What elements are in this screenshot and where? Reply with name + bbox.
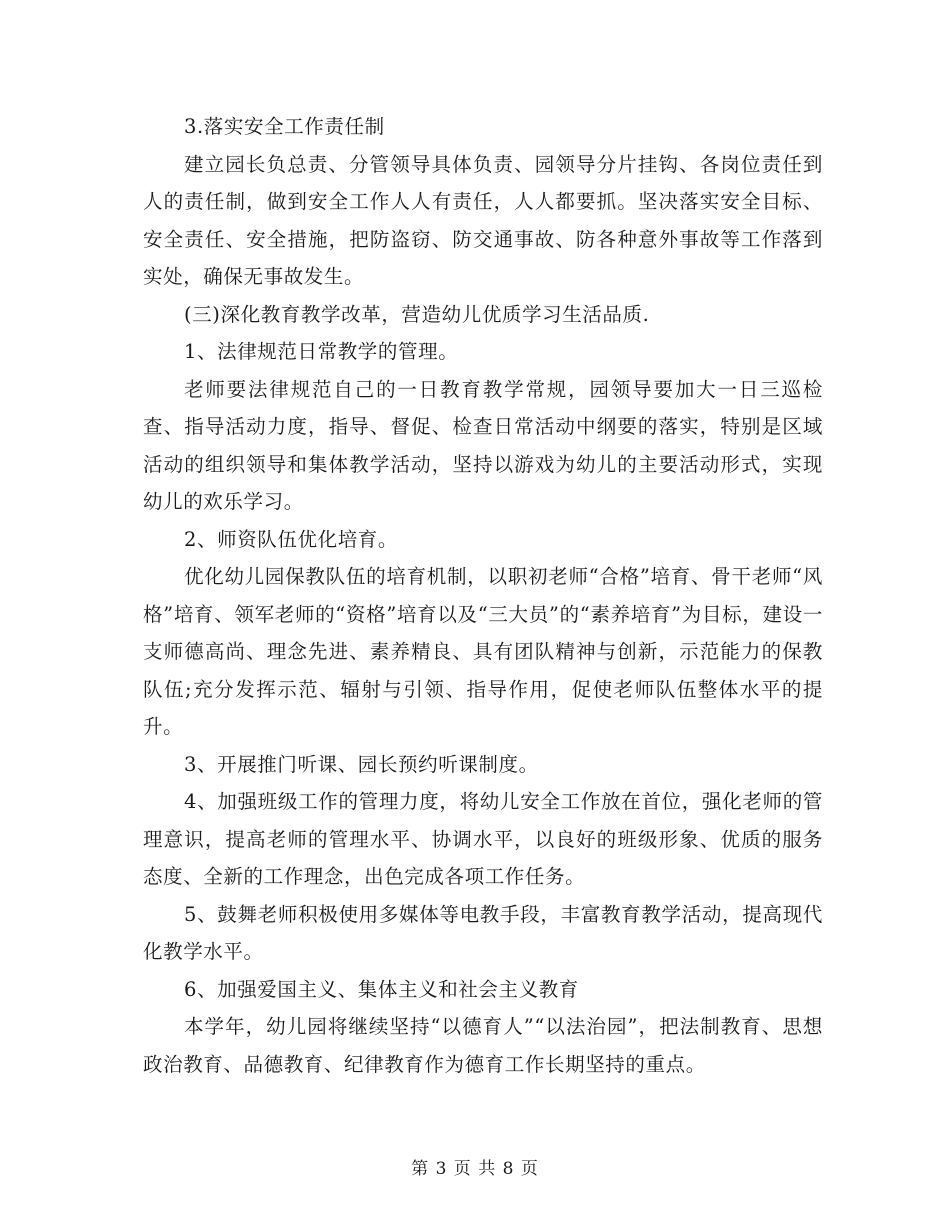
paragraph-safety-responsibility: 建立园长负总责、分管领导具体负责、园领导分片挂钩、各岗位责任到人的责任制，做到安全工作人人有责任，人人都要抓。坚决落实安全目标、安全责任、安全措施，把防盗窃、防交通事故、防各种意外事故等工作落到实处，确保无事故发生。 — [143, 152, 823, 288]
page-number-label: 第 3 页 共 8 页 — [411, 1159, 539, 1179]
item-heading-6: 6、加强爱国主义、集体主义和社会主义教育 — [184, 977, 579, 1001]
item-3: 3、开展推门听课、园长预约听课制度。 — [184, 752, 539, 776]
item-heading-2: 2、师资队伍优化培育。 — [184, 527, 399, 551]
item-5: 5、鼓舞老师积极使用多媒体等电教手段，丰富教育教学活动，提高现代化教学水平。 — [143, 902, 823, 963]
page-footer — [0, 1154, 950, 1179]
section-heading-safety-responsibility: 3.落实安全工作责任制 — [184, 115, 385, 138]
item-heading-1: 1、法律规范日常教学的管理。 — [184, 340, 459, 363]
paragraph-moral-education: 本学年，幼儿园将继续坚持“以德育人”“以法治园”，把法制教育、思想政治教育、品德教育、纪律教育作为德育工作长期坚持的重点。 — [143, 1015, 823, 1076]
paragraph-daily-teaching: 老师要法律规范自己的一日教育教学常规，园领导要加大一日三巡检查、指导活动力度，指导、督促、检查日常活动中纲要的落实，特别是区域活动的组织领导和集体教学活动，坚持以游戏为幼儿的主要活动形式，实现幼儿的欢乐学习。 — [143, 377, 823, 513]
item-4: 4、加强班级工作的管理力度，将幼儿安全工作放在首位，强化老师的管理意识，提高老师的管理水平、协调水平，以良好的班级形象、优质的服务态度、全新的工作理念，出色完成各项工作任务。 — [143, 790, 823, 888]
section-heading-teaching-reform: (三)深化教育教学改革，营造幼儿优质学习生活品质. — [184, 302, 650, 326]
document-body — [143, 108, 823, 1083]
paragraph-teacher-training: 优化幼儿园保教队伍的培育机制，以职初老师“合格”培育、骨干老师“风格”培育、领军老师的“资格”培育以及“三大员”的“素养培育”为目标，建设一支师德高尚、理念先进、素养精良、具有团队精神与创新，示范能力的保教队伍;充分发挥示范、辐射与引领、指导作用，促使老师队伍整体水平的提升。 — [143, 565, 823, 738]
